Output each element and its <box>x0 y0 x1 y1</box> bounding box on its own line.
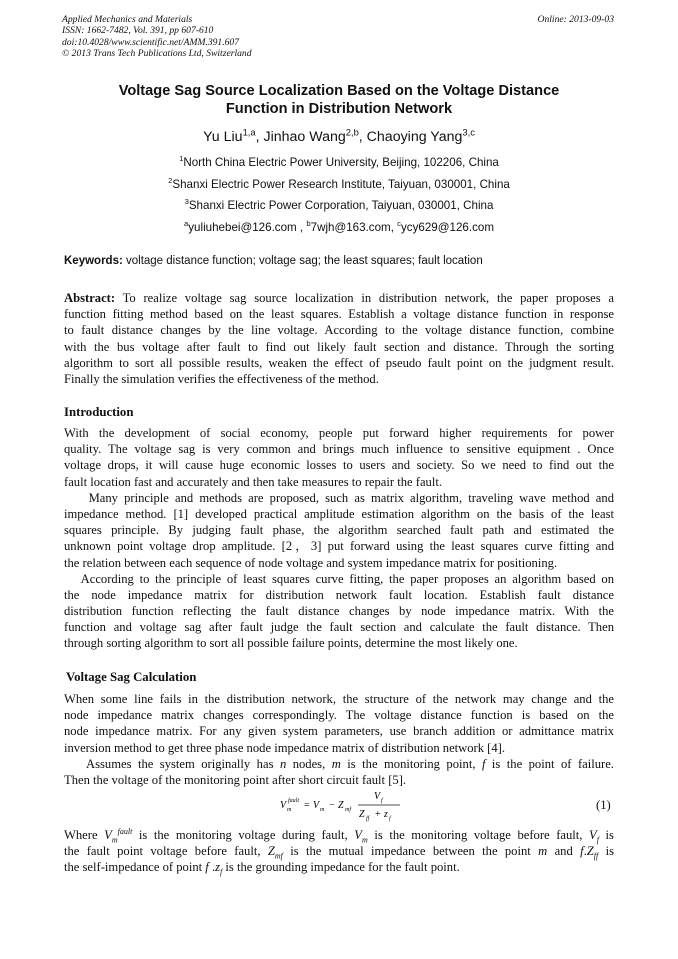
keywords-label: Keywords: <box>64 255 123 267</box>
where-line <box>64 827 614 843</box>
math-v-fault: $V_m^{fault}$ <box>104 826 133 845</box>
affiliation-text: Shanxi Electric Power Corporation, Taiyuan, 030001, China <box>188 199 494 212</box>
assume-text: is the monitoring point, <box>347 756 476 771</box>
intro-line: According to the principle of least squares curve fitting, the paper proposes an algorithm based on <box>64 571 614 586</box>
affiliation-sup: 1 <box>179 154 184 164</box>
math-f: f <box>205 860 209 875</box>
copyright-line: © 2013 Trans Tech Publications Ltd, Switzerland <box>62 47 252 59</box>
intro-line: squares principle. By judging fault phase, the algorithm searched fault path and estimated the <box>64 523 614 538</box>
eq-vm: V <box>313 800 320 811</box>
where-text: is the mutual impedance between the point <box>290 844 531 859</box>
intro-line: the node impedance matrix for distribution network fault location. Establish fault distance <box>64 587 614 602</box>
where-text: Where <box>64 828 98 842</box>
abstract <box>64 290 614 387</box>
eq-den-z: Z <box>359 809 365 820</box>
keywords-text: voltage distance function; voltage sag; the least squares; fault location <box>126 255 483 267</box>
sag-line: inversion method to get three phase node impedance matrix of distribution network [4]. <box>64 740 506 755</box>
assume-text: nodes, <box>292 756 326 771</box>
where-text: is <box>605 828 614 842</box>
author-list: Yu Liu$^{1,a}$, Jinhao Wang$^{2,b}$, Chaoying Yang$^{3,c}$ <box>203 127 475 145</box>
author-name: Yu Liu <box>203 129 243 145</box>
section-heading-voltage-sag: Voltage Sag Calculation <box>66 670 197 684</box>
assume-text: Assumes the system originally has <box>86 756 274 771</box>
affiliation-text: Shanxi Electric Power Research Institute, Taiyuan, 030001, China <box>172 178 510 191</box>
eq-z-sub: mf <box>345 807 351 813</box>
eq-num-sub: f <box>381 798 383 804</box>
where-text: the self-impedance of point <box>64 860 203 875</box>
eq-lhs-v: V <box>280 800 287 811</box>
eq-vm-sub: m <box>320 807 325 813</box>
email-sup: b <box>306 219 311 229</box>
email-link[interactable]: 7wjh@163.com, <box>310 221 394 234</box>
where-line <box>64 859 614 875</box>
intro-line: voltage drops, it will cause huge economic losses to users and society. So we need to find out the <box>64 458 614 473</box>
intro-line: function and voltage sag after fault judge the fault section and calculate the fault distance. Then <box>64 620 614 635</box>
title-line-2: Function in Distribution Network <box>225 101 453 117</box>
affiliation-sup: 3 <box>184 197 189 207</box>
email-link[interactable]: yuliuhebei@126.com , <box>188 221 304 234</box>
eq-z: Z <box>338 800 344 811</box>
where-text: the fault point voltage before fault, <box>64 844 261 859</box>
journal-header <box>62 14 252 59</box>
voltage-sag-body <box>64 691 614 788</box>
abstract-line: Finally the simulation verifies the effectiveness of the method. <box>64 371 379 386</box>
where-text: . <box>211 860 216 875</box>
equation-1 <box>280 786 420 826</box>
author-sup: 1,a <box>242 127 256 138</box>
author-sup: 3,c <box>462 127 475 138</box>
math-n: n <box>279 756 287 771</box>
math-vf: $V_f$ <box>589 828 599 845</box>
assume-line: Then the voltage of the monitoring point after short circuit fault [5]. <box>64 772 407 787</box>
intro-line: through sorting algorithm to sort all possible failure points, determine the most likely one. <box>64 636 518 651</box>
where-text: and <box>554 844 573 859</box>
intro-line: unknown point voltage drop amplitude. [2，3] put forward using the least squares curve fitting and <box>64 539 614 554</box>
affiliation-3 <box>60 199 618 212</box>
sag-line: node impedance matrix changes correspondingly. The voltage distance function is based on the <box>64 708 614 723</box>
assume-text: is the point of failure. <box>491 756 614 771</box>
abstract-line: function fitting method based on the least squares. Establish a voltage distance function in response <box>64 307 614 322</box>
eq-equals: = <box>304 800 310 811</box>
math-zff: $Z_{ff}$ <box>586 844 599 861</box>
where-text: is the monitoring voltage during fault, <box>138 828 348 842</box>
abstract-label: Abstract: <box>64 291 116 305</box>
affiliation-sup: 2 <box>168 176 173 186</box>
where-text: is the monitoring voltage before fault, <box>374 828 583 842</box>
abstract-line: with the bus voltage after fault to find out likely fault section and distance. Through the sorting <box>64 339 614 354</box>
intro-line: impedance method. [1] developed practical amplitude estimation algorithm on the basis of the least <box>64 506 614 521</box>
affiliation-1 <box>60 156 618 169</box>
math-m: m <box>538 844 548 859</box>
eq-den-zf: z <box>384 809 388 820</box>
sag-line: node impedance matrix. For any given system parameters, use branch addition or admittance matrix <box>64 724 614 739</box>
math-f: f <box>481 756 486 771</box>
author-name: Chaoying Yang <box>366 129 463 145</box>
where-text: is the grounding impedance for the fault point. <box>225 860 460 875</box>
paper-title <box>60 82 618 118</box>
email-sup: c <box>397 219 401 229</box>
intro-line: fault location fast and accurately and then take measures to repair the fault. <box>64 474 442 489</box>
eq-lhs-sub: m <box>287 807 292 813</box>
where-line <box>64 843 614 859</box>
eq-den-zsub: ff <box>366 816 370 822</box>
online-date: Online: 2013-09-03 <box>537 14 614 25</box>
assume-line <box>64 756 614 772</box>
intro-line: quality. The voltage sag is very common and brings much influence to sensitive equipment . Once <box>64 442 614 457</box>
journal-name: Applied Mechanics and Materials <box>62 14 193 25</box>
where-text: is <box>605 844 614 859</box>
author-sup: 2,b <box>345 127 359 138</box>
eq-den-zfsub: f <box>389 816 391 822</box>
keywords <box>64 255 624 267</box>
abstract-line: to fault distance changes by the line voltage. According to the voltage distance function, combine <box>64 323 614 338</box>
affiliation-2 <box>60 178 618 191</box>
affiliation-text: North China Electric Power University, Beijing, 102206, China <box>183 156 499 169</box>
title-line-1: Voltage Sag Source Localization Based on the Voltage Distance <box>118 83 560 99</box>
abstract-line: algorithm to sort all possible results, weaken the effect of pseudo fault point on the judgment result. <box>64 355 614 370</box>
issn-line: ISSN: 1662-7482, Vol. 391, pp 607-610 <box>62 25 214 37</box>
email-link[interactable]: ycy629@126.com <box>401 221 494 234</box>
intro-line: the relation between each sequence of node voltage and system impedance matrix for positioning. <box>64 555 558 570</box>
abstract-line: To realize voltage sag source localization in distribution network, the paper proposes a <box>122 291 614 305</box>
intro-line: distribution function reflecting the fault distance changes by node impedance matrix. With the <box>64 604 614 619</box>
eq-num-v: V <box>374 791 381 802</box>
eq-lhs-sup: fault <box>288 798 300 804</box>
math-f: f <box>580 844 584 859</box>
author-name: Jinhao Wang <box>263 129 346 145</box>
sag-line: When some line fails in the distribution network, the structure of the network may change and the <box>64 692 614 706</box>
equation-number: (1) <box>596 798 611 812</box>
author-emails <box>60 221 618 234</box>
section-heading-introduction: Introduction <box>64 405 134 419</box>
math-zf: $z_f$ <box>215 860 223 877</box>
eq-plus: + <box>375 809 381 820</box>
where-paragraph <box>64 827 614 876</box>
introduction-body <box>64 425 614 652</box>
intro-line: With the development of social economy, people put forward higher requirements for power <box>64 426 614 440</box>
intro-line: Many principle and methods are proposed, such as matrix algorithm, traveling wave method and <box>64 490 614 505</box>
email-sup: a <box>184 219 189 229</box>
math-zmf: $Z_{mf}$ <box>267 844 283 861</box>
eq-minus: − <box>329 800 335 811</box>
doi-line: doi:10.4028/www.scientific.net/AMM.391.607 <box>62 36 240 48</box>
where-text: . <box>583 844 587 859</box>
math-m: m <box>331 756 341 771</box>
math-vm: $V_m$ <box>354 828 368 845</box>
